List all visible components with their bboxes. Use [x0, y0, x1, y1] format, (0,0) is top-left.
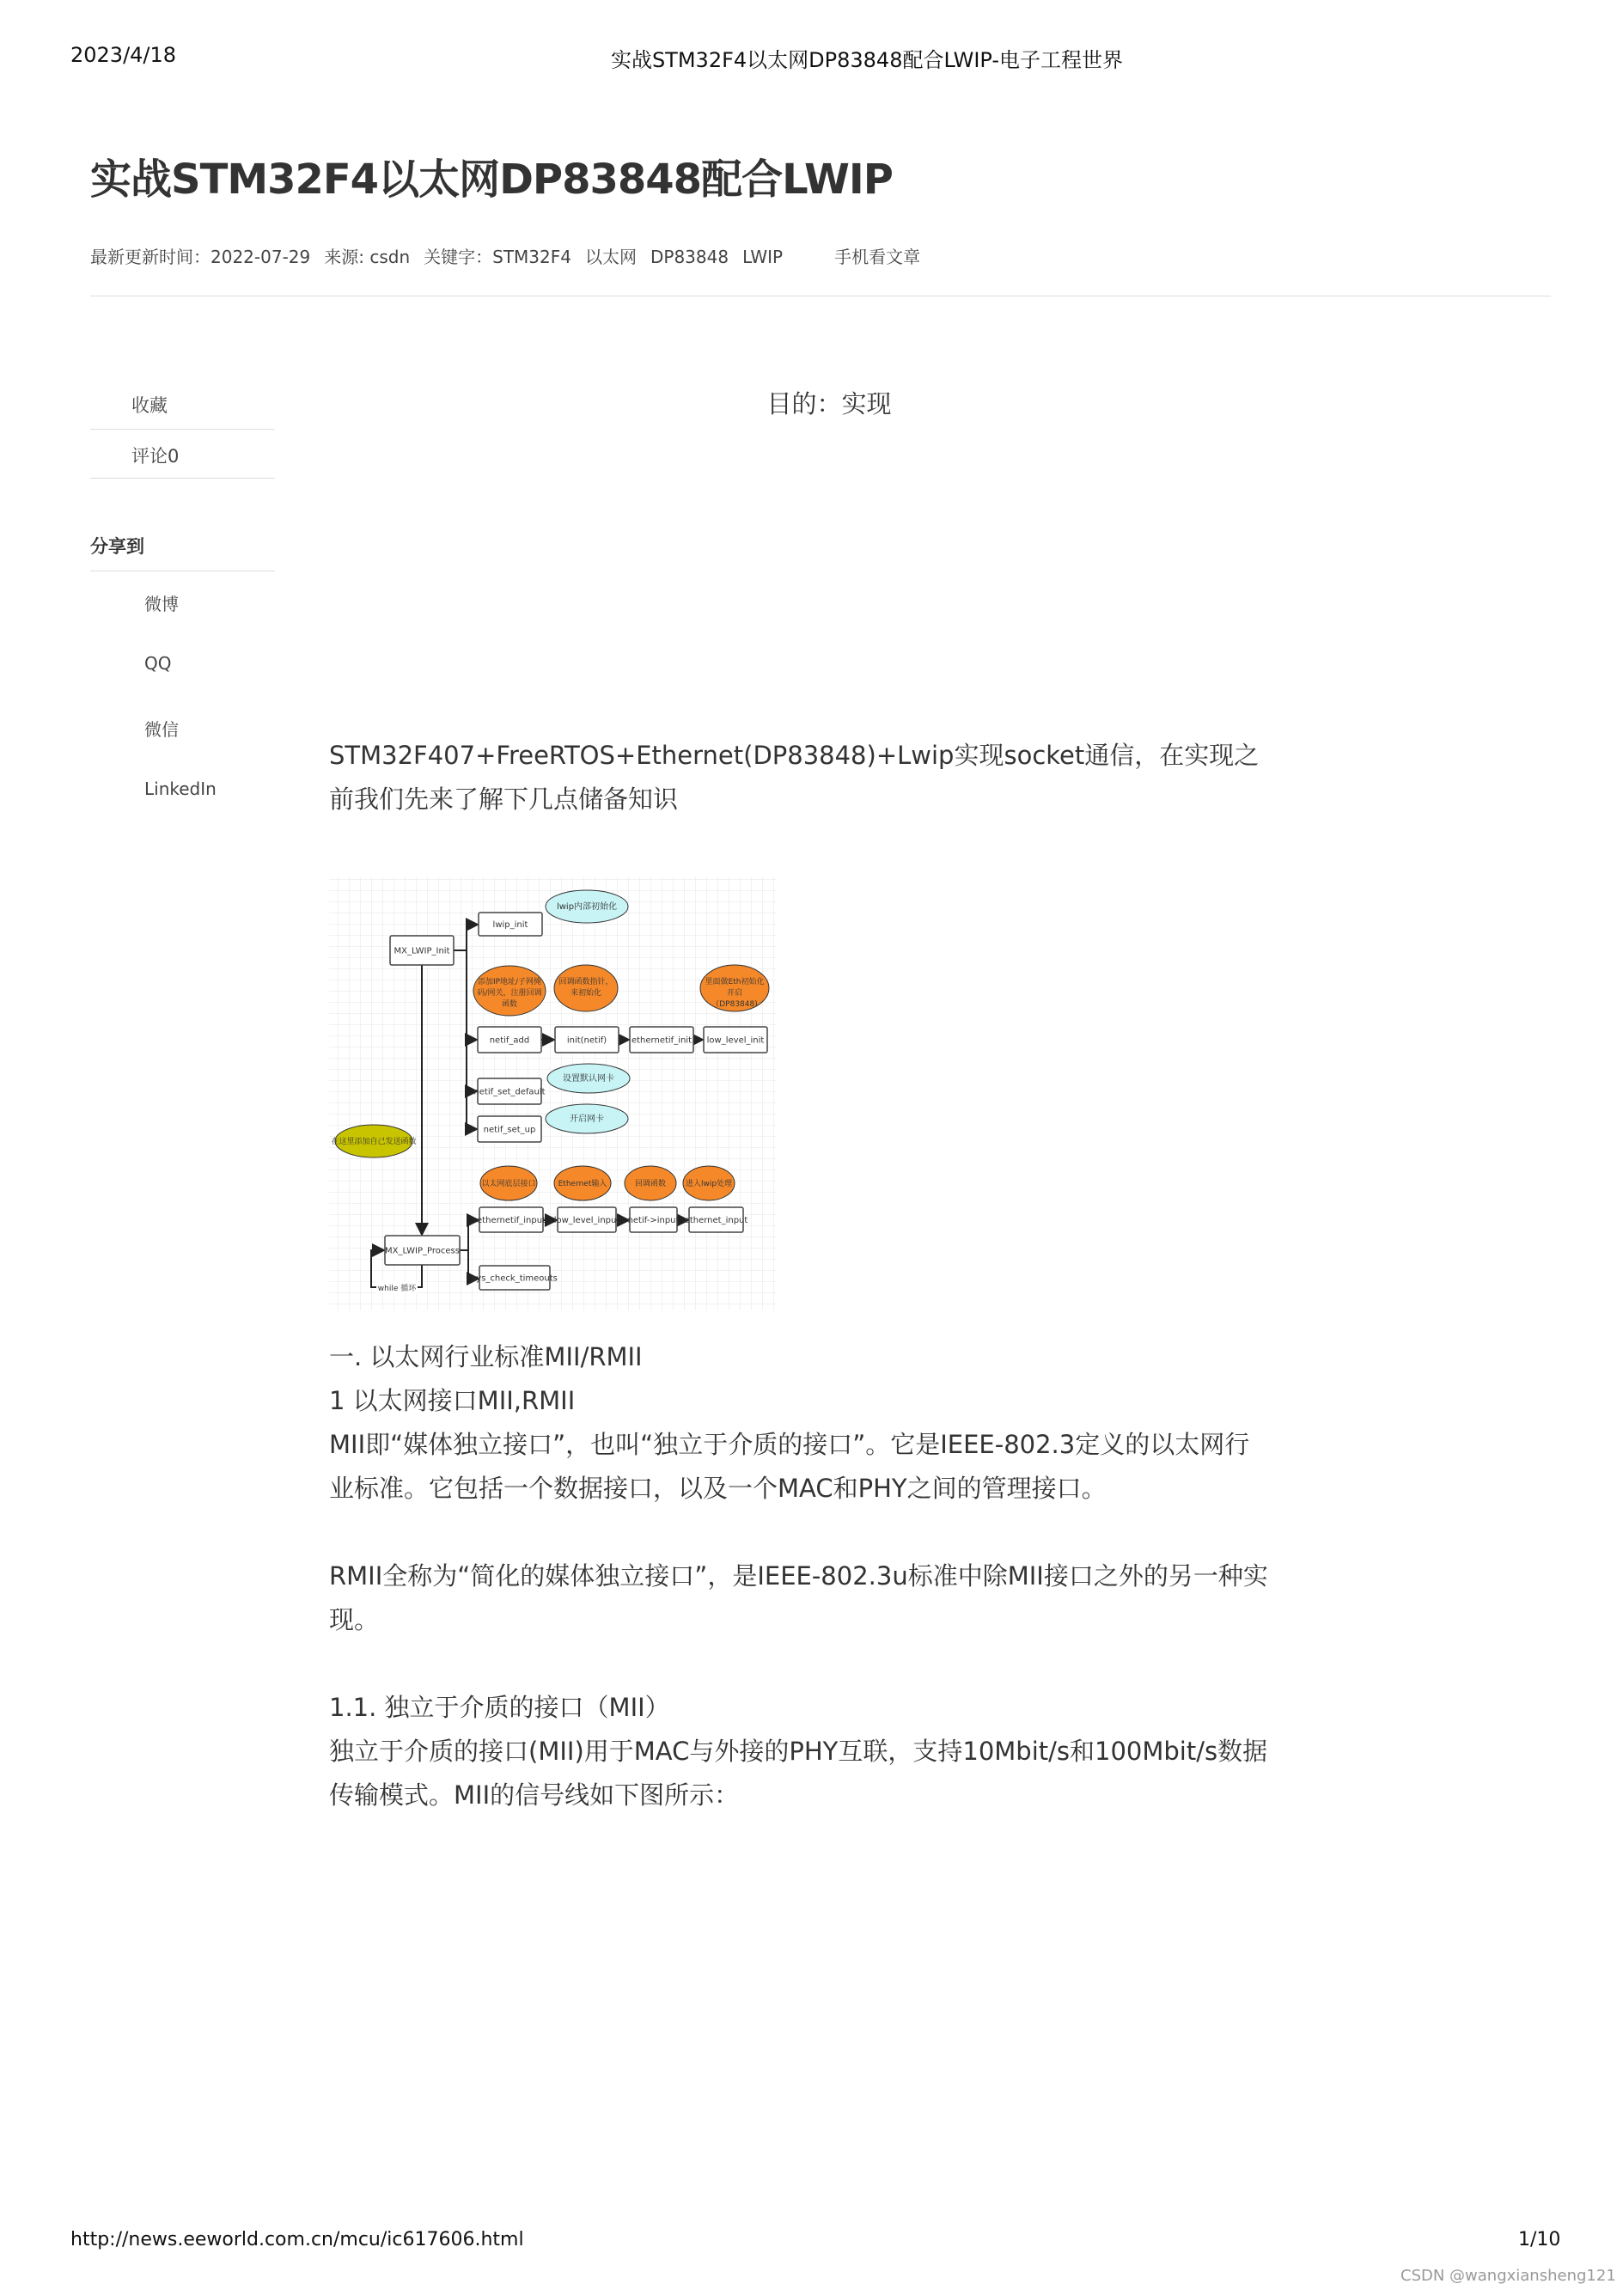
intro-paragraph: STM32F407+FreeRTOS+Ethernet(DP83848)+Lwip实现socket通信，在实现之前我们先来了解下几点储备知识 [329, 741, 1260, 814]
node-label: netif_add [489, 1035, 530, 1046]
section-heading: 一. 以太网行业标准MII/RMII [329, 1342, 643, 1371]
note-text: 回调函数指针，来初始化 [558, 978, 613, 998]
article-title: 实战STM32F4以太网DP83848配合LWIP [90, 156, 893, 204]
article-meta [90, 243, 920, 268]
keyword-link[interactable]: 以太网 [584, 247, 637, 267]
page-url: http://news.eeworld.com.cn/mcu/ic617606.html [70, 2229, 524, 2250]
share-wechat[interactable]: 微信 [144, 719, 179, 740]
updated-date: 最新更新时间：2022-07-29 [90, 247, 311, 267]
note-text: 添加IP地址/子网掩码/网关，注册回调函数 [477, 978, 542, 1009]
divider [90, 478, 275, 479]
node-label: low_level_init [706, 1035, 765, 1046]
share-qq[interactable]: QQ [144, 653, 172, 674]
watermark: CSDN @wangxiansheng121 [1400, 2267, 1616, 2285]
comments-button[interactable]: 评论0 [131, 446, 180, 467]
node-label: init(netif) [566, 1035, 607, 1046]
body-paragraph: 独立于介质的接口(MII)用于MAC与外接的PHY互联，支持10Mbit/s和100Mbit/s数据传输模式。MII的信号线如下图所示： [329, 1737, 1268, 1810]
share-weibo[interactable]: 微博 [144, 594, 179, 614]
share-linkedin[interactable]: LinkedIn [144, 779, 217, 799]
node-label: ethernetif_init [631, 1035, 693, 1046]
note-text: 里面做Eth初始化开启（DP83848) [705, 978, 765, 1009]
loop-label: while 循环 [377, 1285, 417, 1293]
article-body [329, 1335, 1274, 1817]
source: 来源: csdn [324, 247, 411, 267]
note-text: lwip内部初始化 [556, 902, 618, 912]
body-paragraph: MII即“媒体独立接口”，也叫“独立于介质的接口”。它是IEEE-802.3定义的以太网行业标准。它包括一个数据接口，以及一个MAC和PHY之间的管理接口。 [329, 1430, 1250, 1503]
lwip-flow-diagram [326, 868, 1083, 1332]
share-title: 分享到 [90, 536, 144, 557]
note-text: 设置默认网卡 [563, 1074, 614, 1084]
node-label: netif_set_default [473, 1087, 546, 1097]
favorite-button[interactable]: 收藏 [131, 395, 168, 416]
note-text: 以太网底层接口 [481, 1180, 536, 1188]
node-label: netif->input [627, 1216, 680, 1225]
mobile-view-link[interactable]: 手机看文章 [834, 247, 921, 267]
node-label: sys_check_timeouts [472, 1273, 558, 1284]
note-text: 在这里添加自己发送函数 [331, 1138, 417, 1146]
note-text: 回调函数 [634, 1180, 667, 1188]
node-label: low_level_input [553, 1216, 620, 1225]
keyword-link[interactable]: LWIP [742, 247, 784, 267]
divider [90, 429, 275, 430]
note-text: 开启网卡 [570, 1114, 604, 1124]
section-heading: 1.1. 独立于介质的接口（MII） [329, 1693, 670, 1722]
keyword-link[interactable]: 关键字：STM32F4 [424, 247, 571, 267]
node-label: MX_LWIP_Init [394, 946, 450, 956]
print-page-title: 实战STM32F4以太网DP83848配合LWIP-电子工程世界 [610, 48, 1124, 72]
note-text: 进入lwip处理 [685, 1180, 733, 1188]
section-heading: 1 以太网接口MII,RMII [329, 1386, 576, 1415]
keyword-link[interactable]: DP83848 [650, 247, 729, 267]
purpose-heading: 目的：实现 [766, 389, 892, 418]
print-date: 2023/4/18 [70, 43, 177, 67]
node-label: lwip_init [492, 920, 528, 930]
node-label: MX_LWIP_Process [385, 1246, 460, 1256]
body-paragraph: RMII全称为“简化的媒体独立接口”，是IEEE-802.3u标准中除MII接口之外的另一种实现。 [329, 1561, 1268, 1634]
node-label: ethernetif_input [477, 1216, 546, 1225]
page-number: 1/10 [1518, 2229, 1561, 2250]
note-text: Ethernet输入 [558, 1180, 607, 1188]
node-label: netif_set_up [483, 1125, 536, 1135]
node-label: ethernet_input [684, 1216, 748, 1225]
